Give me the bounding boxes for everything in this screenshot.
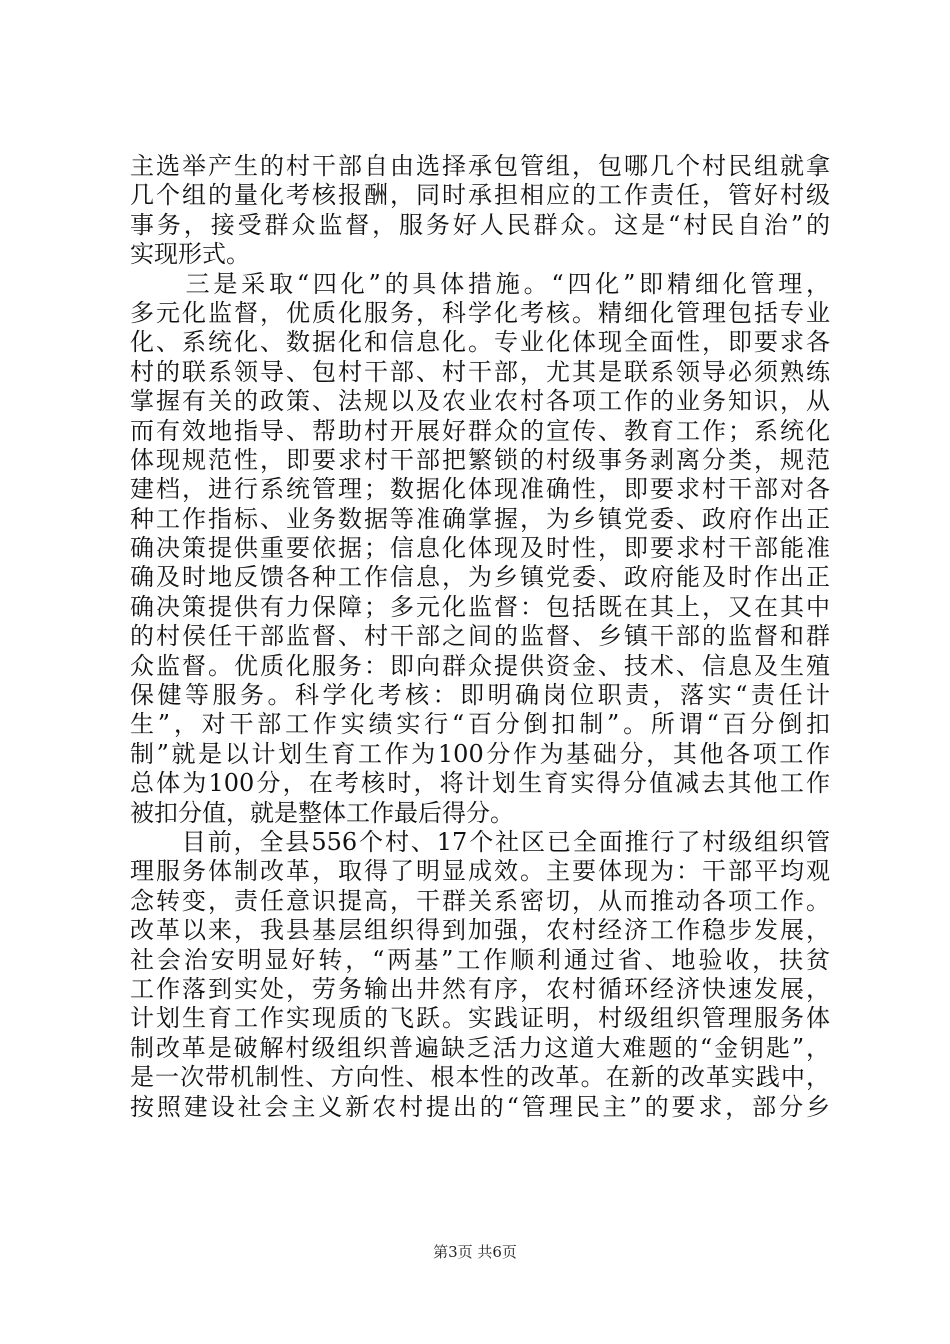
text-line: 建档，进行系统管理；数据化体现准确性，即要求村干部对各 [130, 475, 830, 504]
text-line: 多元化监督，优质化服务，科学化考核。精细化管理包括专业 [130, 298, 830, 327]
text-line: 事务，接受群众监督，服务好人民群众。这是“村民自治”的 [130, 210, 830, 239]
text-line: 几个组的量化考核报酬，同时承担相应的工作责任，管好村级 [130, 181, 830, 210]
text-line: 种工作指标、业务数据等准确掌握，为乡镇党委、政府作出正 [130, 504, 830, 533]
text-line: 制”就是以计划生育工作为100分作为基础分，其他各项工作 [130, 739, 830, 768]
text-line: 按照建设社会主义新农村提出的“管理民主”的要求，部分乡 [130, 1092, 830, 1121]
text-line: 生”，对干部工作实绩实行“百分倒扣制”。所谓“百分倒扣 [130, 710, 830, 739]
text-line: 确决策提供有力保障；多元化监督：包括既在其上，又在其中 [130, 592, 830, 621]
text-line: 村的联系领导、包村干部、村干部，尤其是联系领导必须熟练 [130, 357, 830, 386]
text-line: 体现规范性，即要求村干部把繁锁的村级事务剥离分类，规范 [130, 445, 830, 474]
text-line: 三是采取“四化”的具体措施。“四化”即精细化管理， [130, 269, 830, 298]
text-line: 总体为100分，在考核时，将计划生育实得分值减去其他工作 [130, 769, 830, 798]
text-line: 众监督。优质化服务：即向群众提供资金、技术、信息及生殖 [130, 651, 830, 680]
text-line: 保健等服务。科学化考核：即明确岗位职责，落实“责任计 [130, 681, 830, 710]
text-line: 是一次带机制性、方向性、根本性的改革。在新的改革实践中， [130, 1063, 830, 1092]
text-line: 而有效地指导、帮助村开展好群众的宣传、教育工作；系统化 [130, 416, 830, 445]
body-text [130, 152, 830, 1122]
text-line: 掌握有关的政策、法规以及农业农村各项工作的业务知识，从 [130, 387, 830, 416]
page-number-footer: 第3页 共6页 [433, 1243, 517, 1261]
text-line: 工作落到实处，劳务输出井然有序，农村循环经济快速发展， [130, 974, 830, 1003]
text-line: 制改革是破解村级组织普遍缺乏活力这道大难题的“金钥匙”， [130, 1033, 830, 1062]
text-line: 改革以来，我县基层组织得到加强，农村经济工作稳步发展， [130, 916, 830, 945]
text-line: 理服务体制改革，取得了明显成效。主要体现为：干部平均观 [130, 857, 830, 886]
text-line: 目前，全县556个村、17个社区已全面推行了村级组织管 [130, 827, 830, 856]
text-line: 主选举产生的村干部自由选择承包管组，包哪几个村民组就拿 [130, 152, 830, 180]
text-line: 确决策提供重要依据；信息化体现及时性，即要求村干部能准 [130, 534, 830, 563]
text-line: 确及时地反馈各种工作信息，为乡镇党委、政府能及时作出正 [130, 563, 830, 592]
text-line: 计划生育工作实现质的飞跃。实践证明，村级组织管理服务体 [130, 1004, 830, 1033]
text-line: 实现形式。 [130, 240, 250, 269]
text-line: 念转变，责任意识提高，干群关系密切，从而推动各项工作。 [130, 886, 830, 915]
text-line: 被扣分值，就是整体工作最后得分。 [130, 798, 514, 827]
text-line: 的村侯任干部监督、村干部之间的监督、乡镇干部的监督和群 [130, 622, 830, 651]
text-line: 化、系统化、数据化和信息化。专业化体现全面性，即要求各 [130, 328, 830, 357]
text-line: 社会治安明显好转，“两基”工作顺利通过省、地验收，扶贫 [130, 945, 830, 974]
